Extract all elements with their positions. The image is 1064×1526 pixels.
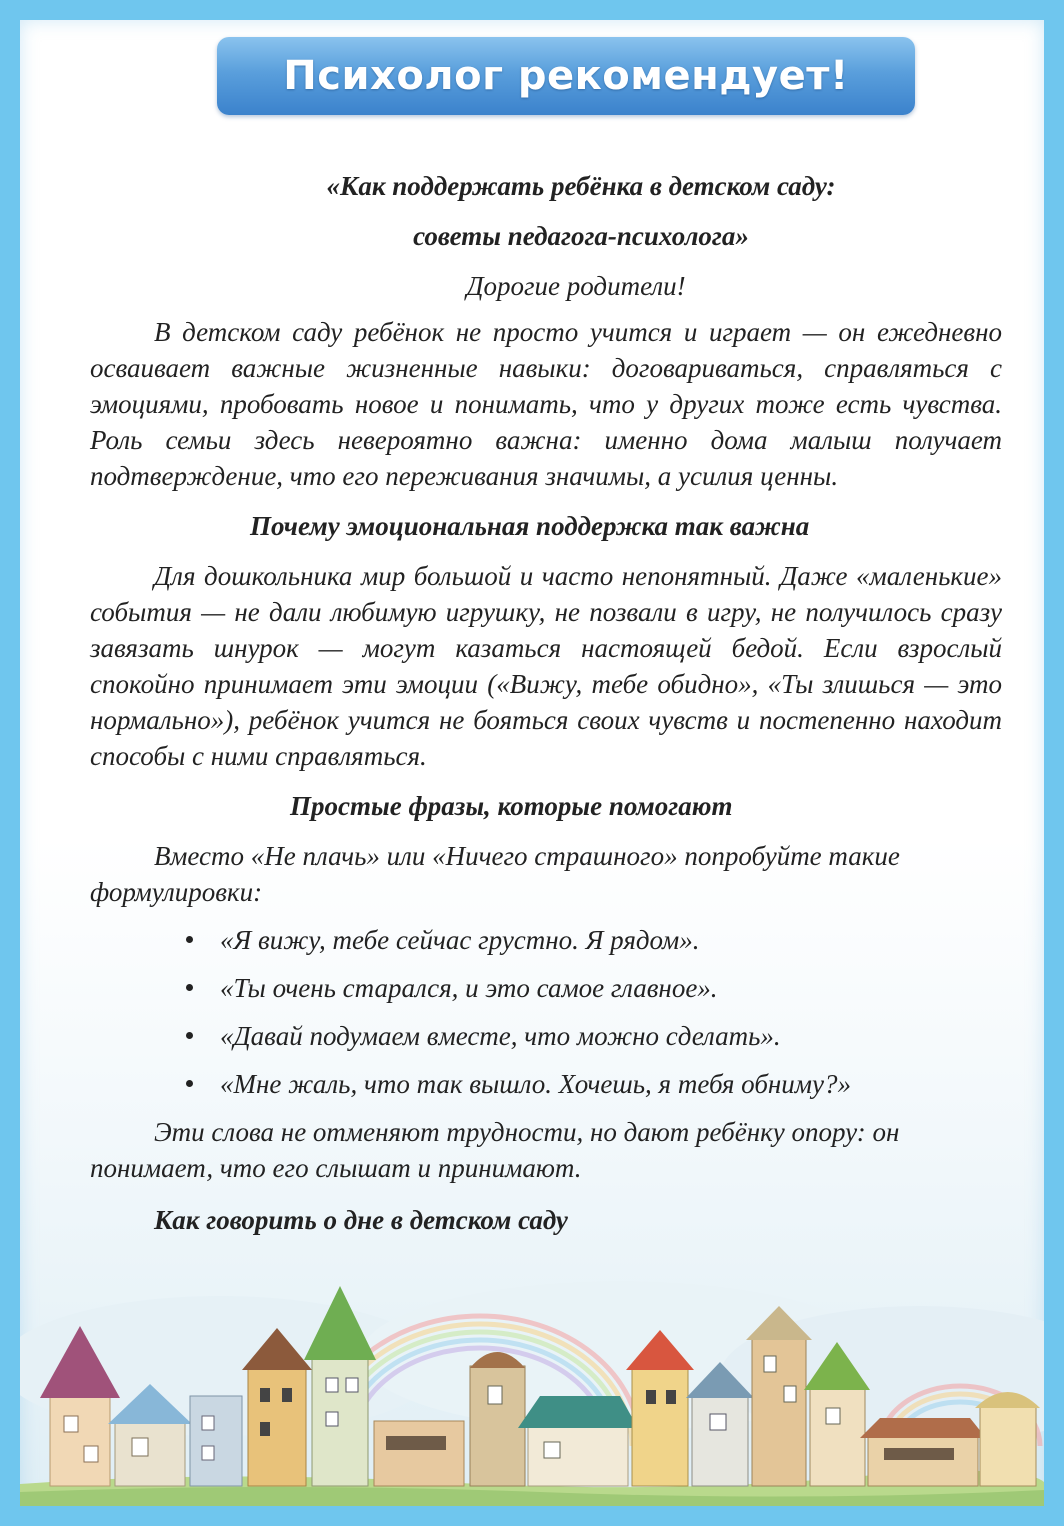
greeting: Дорогие родители! bbox=[466, 271, 686, 301]
header-title: Психолог рекомендует! bbox=[283, 53, 849, 99]
bullet-icon bbox=[186, 984, 193, 991]
article-title-line1: «Как поддержать ребёнка в детском саду: bbox=[326, 171, 836, 201]
header-banner bbox=[217, 37, 915, 115]
phrase-text: «Ты очень старался, и это самое главное». bbox=[220, 973, 718, 1003]
house-icon bbox=[190, 1396, 242, 1486]
phrase-text: «Мне жаль, что так вышло. Хочешь, я тебя обниму?» bbox=[220, 1069, 852, 1099]
article-title-line2: советы педагога-психолога» bbox=[413, 221, 749, 251]
intro-paragraph: В детском саду ребёнок не просто учится и играет — он ежедневно осваивает важные жизненные навыки: договариваться, справляться с эмоциями, пробовать новое и понимать, что у других тоже есть чувства. Роль семьи здесь невероятно важна: именно дома малыш получает подтверждение, что его переживания значимы, а усилия ценны. bbox=[90, 317, 1002, 491]
bullet-icon bbox=[186, 1080, 193, 1087]
section2-outro: Эти слова не отменяют трудности, но дают ребёнку опору: он понимает, что его слышат и принимают. bbox=[90, 1117, 900, 1183]
bullet-icon bbox=[186, 936, 193, 943]
section3-heading: Как говорить о дне в детском саду bbox=[154, 1205, 568, 1235]
section2-intro: Вместо «Не плачь» или «Ничего страшного» попробуйте такие формулировки: bbox=[90, 841, 900, 907]
phrase-text: «Давай подумаем вместе, что можно сделать». bbox=[220, 1021, 781, 1051]
section1-heading: Почему эмоциональная поддержка так важна bbox=[250, 511, 810, 541]
section2-heading: Простые фразы, которые помогают bbox=[290, 791, 733, 821]
list-item bbox=[186, 1018, 1002, 1054]
house-icon bbox=[470, 1352, 525, 1486]
village-illustration bbox=[20, 1246, 1044, 1506]
list-item bbox=[186, 922, 1002, 958]
phrase-list bbox=[90, 922, 1002, 1102]
list-item bbox=[186, 970, 1002, 1006]
phrase-text: «Я вижу, тебе сейчас грустно. Я рядом». bbox=[220, 925, 700, 955]
house-icon bbox=[975, 1392, 1040, 1486]
house-icon bbox=[518, 1396, 638, 1486]
article-body bbox=[90, 168, 1002, 1238]
house-icon bbox=[374, 1421, 464, 1486]
house-icon bbox=[860, 1418, 986, 1486]
section1-paragraph: Для дошкольника мир большой и часто непонятный. Даже «маленькие» события — не дали любимую игрушку, не позвали в игру, не получилось сразу завязать шнурок — могут казаться настоящей бедой. Если взрослый спокойно принимает эти эмоции («Вижу, тебе обидно», «Ты злишься — это нормально»), ребёнок учится не бояться своих чувств и постепенно находит способы с ними справляться. bbox=[90, 561, 1002, 771]
list-item bbox=[186, 1066, 1002, 1102]
house-icon bbox=[746, 1306, 812, 1486]
bullet-icon bbox=[186, 1032, 193, 1039]
